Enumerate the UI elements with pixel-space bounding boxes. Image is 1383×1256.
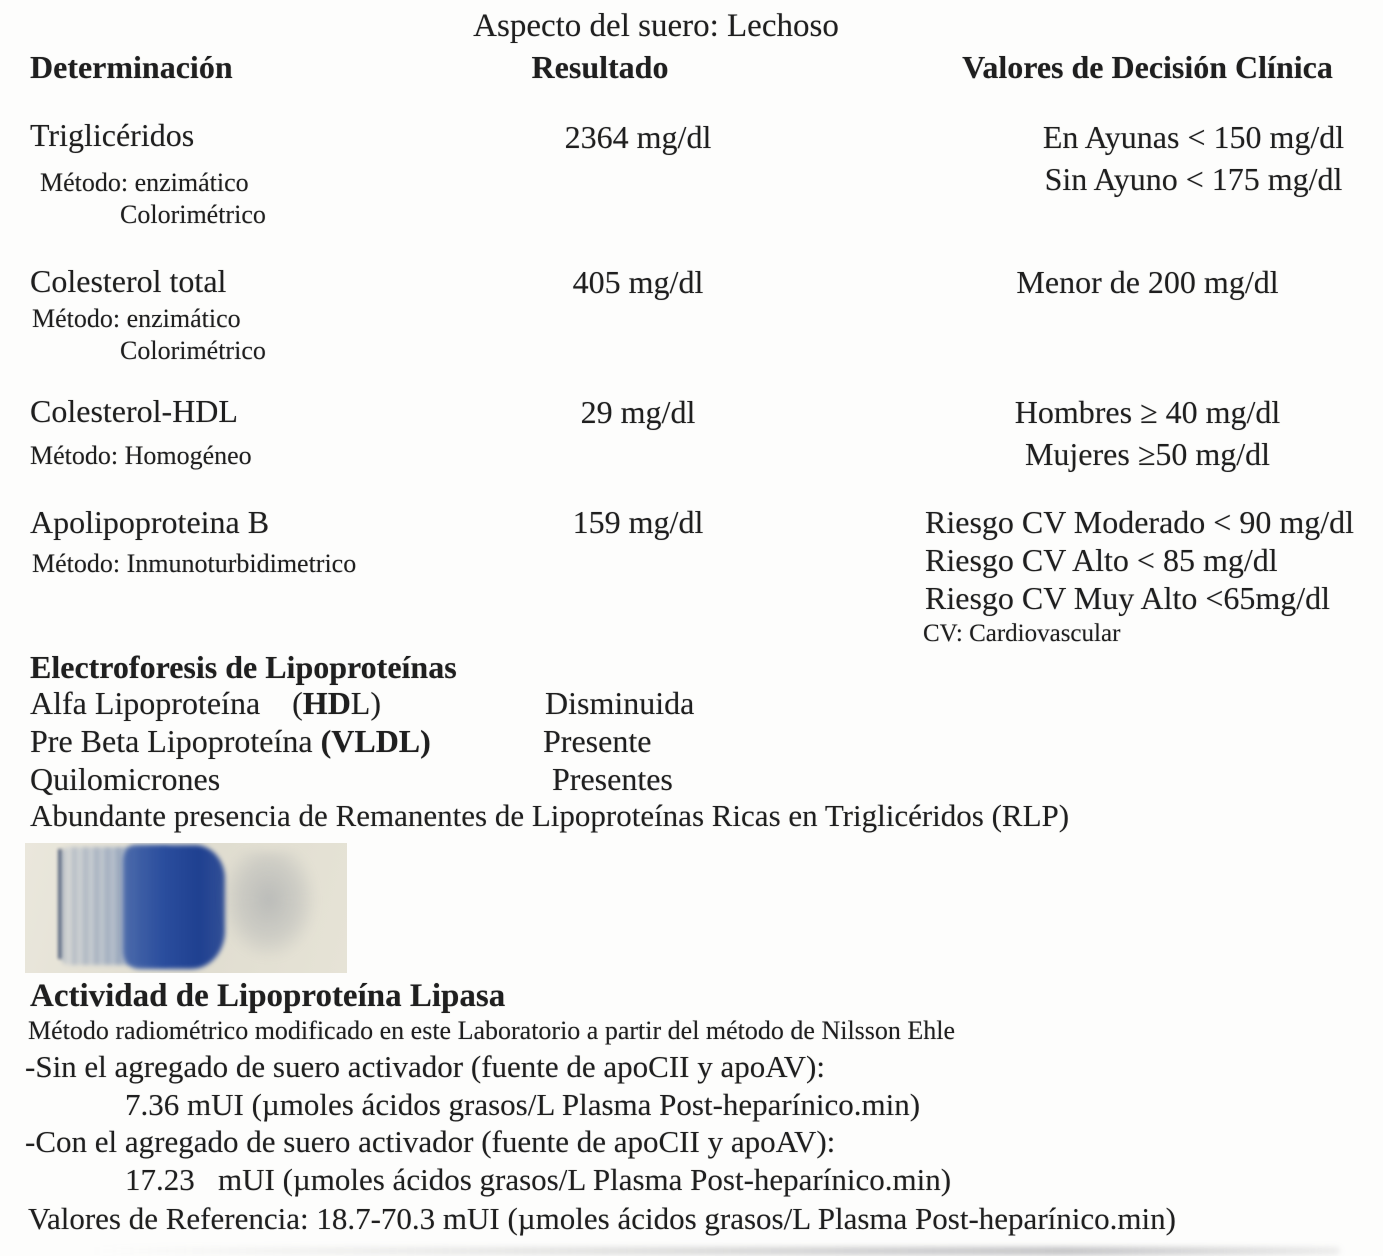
analyte-result-apolipoprotein-b: 159 mg/dl xyxy=(572,504,704,540)
electrophoresis-item-label xyxy=(30,686,381,722)
clinical-value-line: Mujeres ≥50 mg/dl xyxy=(1024,436,1271,472)
method-line: Colorimétrico xyxy=(120,200,266,229)
label-text: L) xyxy=(350,685,381,721)
method-line: Método: enzimático xyxy=(40,168,249,197)
method-line: Método: enzimático xyxy=(32,304,241,333)
electrophoresis-gel-image xyxy=(25,843,347,973)
electrophoresis-item-value: Disminuida xyxy=(545,685,695,721)
analyte-result-hdl-cholesterol: 29 mg/dl xyxy=(580,394,696,430)
lipase-section-title: Actividad de Lipoproteína Lipasa xyxy=(30,978,506,1014)
lipase-method-line: Método radiométrico modificado en este Laboratorio a partir del método de Nilsson Ehle xyxy=(28,1016,956,1045)
label-text: Alfa Lipoproteína ( xyxy=(30,685,303,721)
electrophoresis-remnants-note: Abundante presencia de Remanentes de Lipoproteínas Ricas en Triglicéridos (RLP) xyxy=(30,798,1070,833)
analyte-result-total-cholesterol: 405 mg/dl xyxy=(572,264,704,300)
electrophoresis-section-title: Electroforesis de Lipoproteínas xyxy=(30,649,457,685)
electrophoresis-item-label xyxy=(30,724,431,760)
analyte-name-apolipoprotein-b: Apolipoproteina B xyxy=(30,504,270,540)
lipase-without-activator-label: -Sin el agregado de suero activador (fuente de apoCII y apoAV): xyxy=(25,1049,825,1084)
method-line: Método: Inmunoturbidimetrico xyxy=(32,549,357,578)
lipase-reference-values: Valores de Referencia: 18.7-70.3 mUI (µmoles ácidos grasos/L Plasma Post-heparínico.min) xyxy=(28,1201,1176,1236)
analyte-name-triglycerides: Triglicéridos xyxy=(30,117,195,153)
electrophoresis-item-label xyxy=(30,762,220,798)
clinical-value-line: Sin Ayuno < 175 mg/dl xyxy=(1044,161,1343,197)
method-line: Método: Homogéneo xyxy=(30,441,252,470)
lipase-with-activator-value: 17.23 mUI (µmoles ácidos grasos/L Plasma Post-heparínico.min) xyxy=(125,1162,952,1197)
analyte-name-hdl-cholesterol: Colesterol-HDL xyxy=(30,393,238,429)
column-header-determination: Determinación xyxy=(30,49,233,85)
label-bold-text: HD xyxy=(302,685,351,721)
label-text: Quilomicrones xyxy=(30,761,221,797)
label-text: Pre Beta Lipoproteína xyxy=(30,723,321,759)
column-header-clinical-values: Valores de Decisión Clínica xyxy=(962,49,1333,85)
gel-faint-smudge xyxy=(221,851,317,959)
clinical-abbreviation-note: CV: Cardiovascular xyxy=(923,620,1121,647)
electrophoresis-item-value: Presentes xyxy=(552,761,673,797)
lipase-without-activator-value: 7.36 mUI (µmoles ácidos grasos/L Plasma Post-heparínico.min) xyxy=(125,1087,921,1122)
clinical-value-line: Riesgo CV Moderado < 90 mg/dl xyxy=(925,504,1354,540)
analyte-result-triglycerides: 2364 mg/dl xyxy=(564,119,712,155)
clinical-value-line: Riesgo CV Alto < 85 mg/dl xyxy=(925,542,1278,578)
clinical-value-line: Hombres ≥ 40 mg/dl xyxy=(1014,394,1281,430)
serum-aspect-line: Aspecto del suero: Lechoso xyxy=(473,8,839,44)
column-header-result: Resultado xyxy=(531,49,669,85)
lipase-with-activator-label: -Con el agregado de suero activador (fuente de apoCII y apoAV): xyxy=(25,1124,836,1159)
clinical-value-line: Menor de 200 mg/dl xyxy=(1016,264,1279,300)
clinical-value-line: Riesgo CV Muy Alto <65mg/dl xyxy=(925,580,1331,616)
electrophoresis-item-value: Presente xyxy=(543,723,652,759)
clinical-value-line: En Ayunas < 150 mg/dl xyxy=(1042,119,1345,155)
method-line: Colorimétrico xyxy=(120,336,266,365)
analyte-name-total-cholesterol: Colesterol total xyxy=(30,263,227,299)
label-bold-text: (VLDL) xyxy=(320,723,431,759)
scan-edge-artifact xyxy=(90,1247,1340,1255)
gel-dark-blue-band xyxy=(123,845,225,969)
